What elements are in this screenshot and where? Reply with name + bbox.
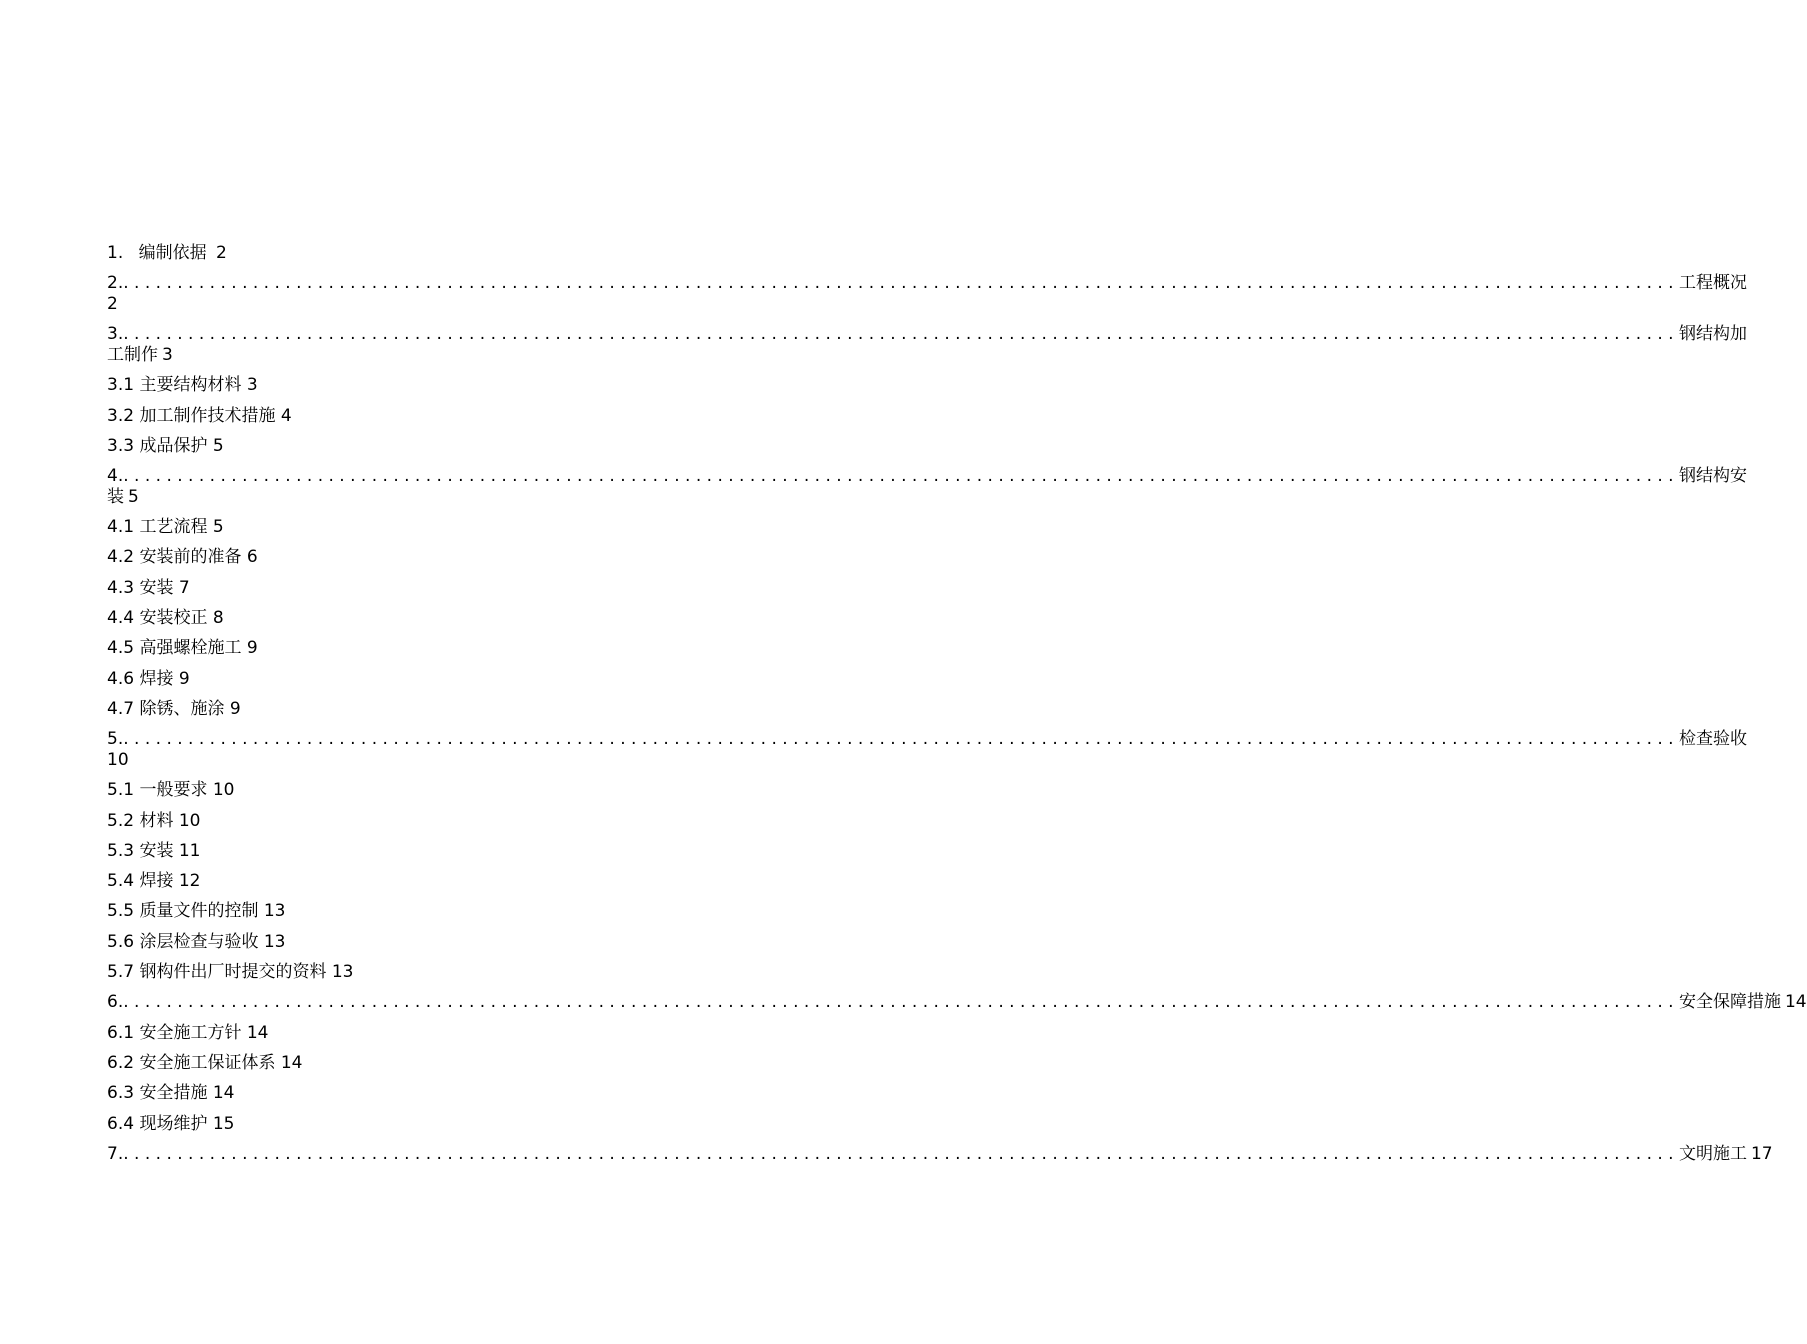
toc-entry-title: 现场维护 bbox=[139, 1113, 208, 1134]
toc-entry-number: 1. bbox=[107, 243, 124, 263]
toc-entry-number: 2. bbox=[107, 273, 124, 294]
toc-entry-5-1[interactable] bbox=[107, 780, 869, 801]
table-of-contents bbox=[107, 243, 1807, 1174]
toc-entry-4-3[interactable] bbox=[107, 578, 869, 599]
toc-entry-page: 4 bbox=[280, 405, 292, 426]
toc-entry-number: 5.1 bbox=[107, 780, 135, 801]
toc-leader-dots: ................................................................................................................................................ bbox=[123, 273, 1679, 294]
toc-entry-6[interactable] bbox=[107, 992, 1807, 1013]
toc-entry-number: 6.4 bbox=[107, 1113, 135, 1134]
toc-entry-page: 12 bbox=[178, 871, 201, 892]
toc-entry-5-3[interactable] bbox=[107, 841, 869, 862]
toc-entry-page: 7 bbox=[178, 577, 190, 598]
toc-entry-page: 5 bbox=[212, 517, 224, 538]
toc-entry-number: 3.3 bbox=[107, 435, 135, 456]
toc-entry-page: 3 bbox=[162, 345, 173, 366]
toc-entry-page: 8 bbox=[212, 608, 224, 629]
toc-entry-number: 4.4 bbox=[107, 608, 135, 629]
toc-entry-number: 5.3 bbox=[107, 840, 135, 861]
toc-entry-number: 5.7 bbox=[107, 962, 135, 983]
toc-entry-number: 5.4 bbox=[107, 871, 135, 892]
toc-leader-dots: ................................................................................................................................................ bbox=[123, 324, 1679, 345]
toc-entry-page: 9 bbox=[229, 698, 241, 719]
toc-entry-page: 14 bbox=[246, 1022, 269, 1043]
toc-entry-page: 13 bbox=[331, 962, 354, 983]
toc-entry-3[interactable] bbox=[107, 324, 1747, 366]
toc-entry-6-4[interactable] bbox=[107, 1114, 869, 1135]
toc-entry-number: 4. bbox=[107, 466, 124, 487]
toc-entry-title: 安装校正 bbox=[139, 608, 208, 629]
toc-entry-title: 材料 bbox=[139, 810, 174, 831]
toc-entry-1[interactable] bbox=[107, 243, 869, 264]
toc-entry-number: 4.5 bbox=[107, 638, 135, 659]
toc-entry-page: 5 bbox=[128, 487, 139, 508]
toc-entry-title: 钢结构加 bbox=[1678, 324, 1747, 345]
toc-entry-number: 6.1 bbox=[107, 1022, 135, 1043]
toc-entry-page: 10 bbox=[107, 750, 129, 771]
toc-entry-page: 6 bbox=[246, 547, 258, 568]
toc-entry-number: 3. bbox=[107, 324, 124, 345]
toc-entry-5-7[interactable] bbox=[107, 962, 869, 983]
toc-entry-3-1[interactable] bbox=[107, 375, 869, 396]
toc-entry-title: 安全措施 bbox=[139, 1083, 208, 1104]
toc-entry-3-3[interactable] bbox=[107, 436, 869, 457]
toc-entry-3-2[interactable] bbox=[107, 406, 869, 427]
toc-entry-page: 9 bbox=[178, 668, 190, 689]
toc-entry-number: 5.5 bbox=[107, 901, 135, 922]
toc-entry-title: 加工制作技术措施 bbox=[139, 405, 276, 426]
toc-leader-dots: ................................................................................................................................................ bbox=[123, 729, 1679, 750]
toc-entry-title: 安全保障措施 bbox=[1678, 992, 1781, 1013]
toc-entry-page: 10 bbox=[178, 810, 201, 831]
toc-entry-title: 检查验收 bbox=[1678, 729, 1747, 750]
toc-entry-5-6[interactable] bbox=[107, 932, 869, 953]
toc-entry-number: 5.2 bbox=[107, 810, 135, 831]
toc-entry-number: 7. bbox=[107, 1143, 124, 1164]
toc-entry-title: 工程概况 bbox=[1678, 273, 1747, 294]
toc-leader-dots: ................................................................................................................................................ bbox=[123, 1143, 1679, 1164]
toc-entry-title: 质量文件的控制 bbox=[139, 901, 259, 922]
toc-entry-4[interactable] bbox=[107, 466, 1747, 508]
toc-entry-title: 焊接 bbox=[139, 668, 174, 689]
toc-entry-title: 安装 bbox=[139, 840, 174, 861]
toc-entry-page: 13 bbox=[263, 901, 286, 922]
toc-entry-title: 安装 bbox=[139, 577, 174, 598]
toc-entry-page: 14 bbox=[280, 1052, 303, 1073]
toc-entry-number: 6.2 bbox=[107, 1052, 135, 1073]
toc-entry-title: 文明施工 bbox=[1678, 1143, 1747, 1164]
toc-entry-2[interactable] bbox=[107, 273, 1747, 315]
toc-entry-number: 6. bbox=[107, 992, 124, 1013]
toc-entry-4-7[interactable] bbox=[107, 699, 869, 720]
toc-entry-number: 6.3 bbox=[107, 1083, 135, 1104]
toc-entry-title: 除锈、施涂 bbox=[139, 698, 225, 719]
toc-entry-number: 4.7 bbox=[107, 698, 135, 719]
toc-entry-page: 14 bbox=[1784, 992, 1807, 1013]
toc-entry-title: 钢结构安 bbox=[1678, 466, 1747, 487]
toc-entry-title: 焊接 bbox=[139, 871, 174, 892]
toc-entry-page: 9 bbox=[246, 638, 258, 659]
toc-entry-title: 主要结构材料 bbox=[139, 375, 242, 396]
toc-entry-title: 高强螺栓施工 bbox=[139, 638, 242, 659]
toc-entry-page: 3 bbox=[246, 375, 258, 396]
toc-entry-title: 涂层检查与验收 bbox=[139, 931, 259, 952]
toc-entry-page: 15 bbox=[212, 1113, 235, 1134]
toc-entry-page: 13 bbox=[263, 931, 286, 952]
toc-leader-dots: ................................................................................................................................................ bbox=[123, 992, 1679, 1013]
toc-entry-number: 4.2 bbox=[107, 547, 135, 568]
toc-entry-title: 安装前的准备 bbox=[139, 547, 242, 568]
toc-entry-title: 编制依据 bbox=[138, 243, 207, 263]
toc-entry-title: 成品保护 bbox=[139, 435, 208, 456]
toc-entry-5-2[interactable] bbox=[107, 811, 869, 832]
toc-entry-4-1[interactable] bbox=[107, 517, 869, 538]
toc-entry-4-4[interactable] bbox=[107, 608, 869, 629]
toc-entry-title-continued: 工制作 bbox=[107, 345, 158, 366]
toc-entry-number: 4.6 bbox=[107, 668, 135, 689]
toc-entry-title: 安全施工保证体系 bbox=[139, 1052, 276, 1073]
toc-entry-number: 5.6 bbox=[107, 931, 135, 952]
toc-entry-number: 5. bbox=[107, 729, 124, 750]
toc-entry-number: 3.1 bbox=[107, 375, 135, 396]
toc-entry-title: 一般要求 bbox=[139, 780, 208, 801]
toc-entry-page: 17 bbox=[1750, 1143, 1773, 1164]
toc-entry-5-5[interactable] bbox=[107, 901, 869, 922]
toc-entry-7[interactable] bbox=[107, 1143, 1773, 1165]
toc-entry-page: 11 bbox=[178, 840, 201, 861]
toc-entry-number: 3.2 bbox=[107, 405, 135, 426]
toc-entry-title: 工艺流程 bbox=[139, 517, 208, 538]
toc-entry-page: 14 bbox=[212, 1083, 235, 1104]
toc-entry-title: 安全施工方针 bbox=[139, 1022, 242, 1043]
toc-entry-title: 钢构件出厂时提交的资料 bbox=[139, 962, 327, 983]
toc-entry-4-6[interactable] bbox=[107, 669, 869, 690]
toc-entry-number: 4.3 bbox=[107, 577, 135, 598]
toc-entry-4-2[interactable] bbox=[107, 547, 869, 568]
toc-entry-page: 2 bbox=[107, 294, 118, 315]
toc-leader-dots: ................................................................................................................................................ bbox=[123, 466, 1679, 487]
toc-entry-page: 10 bbox=[212, 780, 235, 801]
toc-entry-6-3[interactable] bbox=[107, 1083, 869, 1104]
toc-entry-number: 4.1 bbox=[107, 517, 135, 538]
toc-entry-5-4[interactable] bbox=[107, 871, 869, 892]
toc-entry-page: 5 bbox=[212, 435, 224, 456]
toc-entry-6-2[interactable] bbox=[107, 1053, 869, 1074]
toc-entry-title-continued: 装 bbox=[107, 487, 124, 508]
toc-entry-6-1[interactable] bbox=[107, 1023, 869, 1044]
toc-entry-4-5[interactable] bbox=[107, 638, 869, 659]
toc-entry-5[interactable] bbox=[107, 729, 1747, 771]
toc-entry-page: 2 bbox=[216, 243, 227, 263]
